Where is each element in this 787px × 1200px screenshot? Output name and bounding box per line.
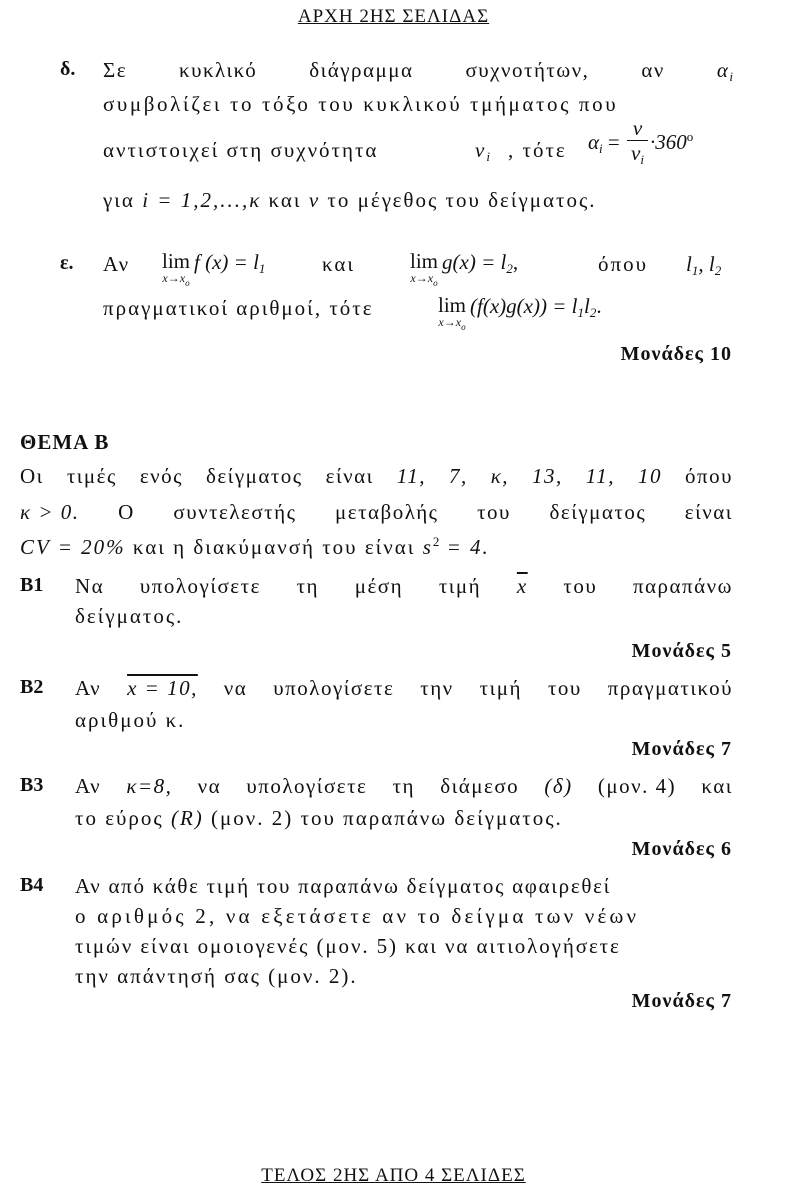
condition: κ > 0. [20, 500, 80, 524]
item-e-an: Αν [103, 252, 131, 276]
b4-line1: Αν από κάθε τιμή του παραπάνω δείγματος αφαιρεθεί [75, 874, 611, 898]
item-d-then: , τότε [508, 138, 567, 162]
word: διάμεσο [440, 774, 520, 798]
word: παραπάνω [632, 574, 733, 598]
b2-label: Β2 [20, 676, 44, 698]
word: συντελεστής [173, 500, 297, 524]
b1-monades: Μονάδες 5 [631, 640, 732, 662]
alpha-i: $\alpha_i$ [716, 58, 733, 84]
word: πραγματικού [607, 676, 733, 700]
b3-line1 [75, 774, 733, 799]
item-d-line4: για i = 1,2,...,κ και v το μέγεθος του δείγματος. [103, 188, 597, 212]
word: είναι [684, 500, 733, 524]
value: 7, [448, 464, 468, 488]
item-d-label: δ. [60, 58, 76, 80]
item-d-formula: $\alpha_i$ = $\frac{v}{v_i}$ $\cdot 360^o$ [588, 116, 693, 172]
word: την [420, 676, 454, 700]
word: αν [641, 58, 665, 82]
b4-line4: την απάντησή σας (μον. 2). [75, 964, 358, 988]
word: δείγματος [205, 464, 303, 488]
page-header: ΑΡΧΗ 2ΗΣ ΣΕΛΙΔΑΣ [297, 6, 490, 27]
word: υπολογίσετε [139, 574, 261, 598]
page-footer: ΤΕΛΟΣ 2ΗΣ ΑΠΟ 4 ΣΕΛΙΔΕΣ [261, 1165, 526, 1186]
formula-lhs: $\alpha_i$ [588, 129, 603, 156]
value: 10 [638, 464, 662, 488]
intro-line1 [20, 464, 733, 489]
word: διάγραμμα [309, 58, 414, 82]
intro-line3: CV = 20% και η διακύμανσή του είναι $s^2 = 4$. [20, 534, 490, 559]
item-e-label: ε. [60, 252, 74, 274]
b3-label: Β3 [20, 774, 44, 796]
b3-monades: Μονάδες 6 [631, 838, 732, 860]
b1-line1 [75, 574, 733, 599]
word: Οι [20, 464, 44, 488]
word: Αν [75, 774, 102, 798]
word: τιμές [66, 464, 117, 488]
word: του [547, 676, 582, 700]
item-e-kai: και [322, 252, 356, 276]
value: κ, [490, 464, 510, 488]
item-e-line2: πραγματικοί αριθμοί, τότε [103, 296, 374, 320]
value: 11, [396, 464, 426, 488]
formula-fraction: $\frac{v}{v_i}$ [627, 116, 648, 172]
section-title: ΘΕΜΑ Β [20, 430, 110, 454]
word: του [477, 500, 511, 524]
word: του [563, 574, 598, 598]
word: μέση [354, 574, 404, 598]
word: τη [392, 774, 415, 798]
word: ενός [139, 464, 183, 488]
word: κυκλικό [178, 58, 258, 82]
item-d-line3-text: αντιστοιχεί στη συχνότητα [103, 138, 379, 162]
item-d-v-i: $v_i$ [475, 138, 490, 164]
b4-line3: τιμών είναι ομοιογενές (μον. 5) και να αιτιολογήσετε [75, 934, 621, 958]
b2-monades: Μονάδες 7 [631, 738, 732, 760]
word: Να [75, 574, 105, 598]
word: υπολογίσετε [246, 774, 368, 798]
value: 13, [532, 464, 563, 488]
word: τιμή [438, 574, 482, 598]
intro-line2 [20, 500, 733, 525]
item-e-l-list: $l_1$, $l_2$ [686, 252, 722, 278]
b4-monades: Μονάδες 7 [631, 990, 732, 1012]
b2-line1 [75, 676, 733, 701]
word: να [197, 774, 222, 798]
word: όπου [685, 464, 733, 488]
word: δείγματος [549, 500, 647, 524]
word: Αν [75, 676, 102, 700]
item-d-line1 [103, 58, 733, 85]
word: συχνοτήτων, [465, 58, 590, 82]
b4-line2: ο αριθμός 2, να εξετάσετε αν το δείγμα των νέων [75, 904, 640, 928]
mean-symbol: $\overline{x}$ [516, 574, 528, 598]
item-e-opou: όπου [598, 252, 648, 276]
word: είναι [325, 464, 374, 488]
word: τιμή [479, 676, 522, 700]
b4-label: Β4 [20, 874, 44, 896]
b2-line2: αριθμού κ. [75, 708, 186, 732]
b1-label: Β1 [20, 574, 44, 596]
b1-line2: δείγματος. [75, 604, 184, 628]
median-symbol: (δ) [544, 774, 573, 798]
item-d-line2 [103, 92, 733, 117]
word: Ο [118, 500, 135, 524]
word: υπολογίσετε [273, 676, 395, 700]
kappa-value: κ=8, [126, 774, 173, 798]
item-e-lim-prod: lim $x\to x_o$ $(f(x)g(x)) = l_1l_2$. [438, 293, 602, 332]
item-e-lim-f: lim $x\to x_o$ f $(x) = l_1$ [162, 249, 266, 288]
word: να [223, 676, 248, 700]
word: τη [296, 574, 320, 598]
item-e-monades: Μονάδες 10 [620, 343, 732, 365]
text: συμβολίζει το τόξο του κυκλικού τμήματος που [103, 92, 619, 116]
item-e-lim-g: lim $x\to x_o$ $g(x) = l_2$, [410, 249, 519, 288]
b3-line2: το εύρος (R) (μον. 2) του παραπάνω δείγματος. [75, 806, 563, 830]
value: 11, [585, 464, 615, 488]
mean-condition: x = 10, [127, 676, 198, 700]
word: και [701, 774, 733, 798]
word: Σε [103, 58, 128, 82]
word: μεταβολής [335, 500, 439, 524]
word: (μον. 4) [597, 774, 677, 798]
